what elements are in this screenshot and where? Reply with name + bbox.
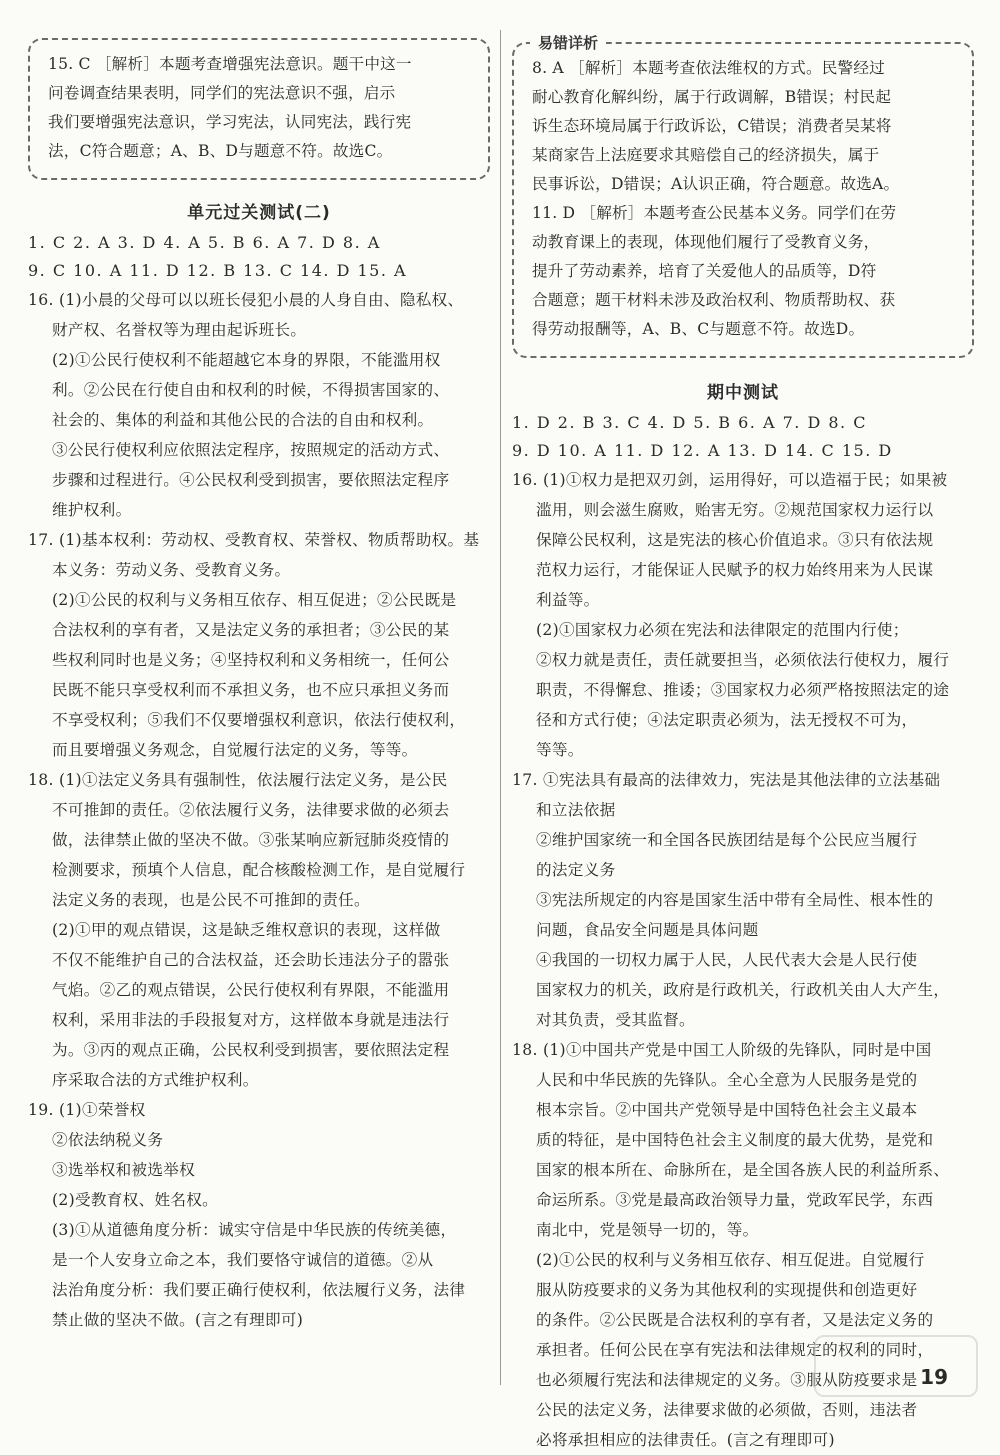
answer-line: ④我国的一切权力属于人民，人民代表大会是人民行使: [536, 951, 918, 969]
answer-line: 南北中，党是领导一切的，等。: [536, 1221, 759, 1239]
analysis-line: 法，C符合题意；A、B、D与题意不符。故选C。: [48, 142, 393, 160]
analysis-box-15: [28, 38, 490, 180]
answer-line: 径和方式行使；④法定职责必须为，法无授权不可为，: [536, 711, 918, 729]
answer-line: 的条件。②公民既是合法权利的享有者，又是法定义务的: [536, 1311, 934, 1329]
analysis-line: 提升了劳动素养，培育了关爱他人的品质等，D符: [532, 262, 877, 280]
question-16: [28, 285, 490, 525]
answer-line: ③公民行使权利应依照法定程序，按照规定的活动方式、: [52, 441, 450, 459]
answer-line: 禁止做的坚决不做。(言之有理即可): [52, 1311, 304, 1329]
answer-row: 1. D 2. B 3. C 4. D 5. B 6. A 7. D 8. C: [512, 413, 867, 432]
answer-line: 气焰。②乙的观点错误，公民行使权利有界限，不能滥用: [52, 981, 450, 999]
answer-row: 1. C 2. A 3. D 4. A 5. B 6. A 7. D 8. A: [28, 233, 381, 252]
answer-line: 不仅不能维护自己的合法权益，还会助长违法分子的嚣张: [52, 951, 450, 969]
answer-line: 序采取合法的方式维护权利。: [52, 1071, 259, 1089]
answer-line: 18. (1)①中国共产党是中国工人阶级的先锋队，同时是中国: [512, 1041, 932, 1059]
question-19: [28, 1095, 490, 1335]
answer-line: 范权力运行，才能保证人民赋予的权力始终用来为人民谋: [536, 561, 934, 579]
left-column: [28, 0, 490, 1335]
answer-line: 17. (1)基本权利：劳动权、受教育权、荣誉权、物质帮助权。基: [28, 531, 480, 549]
question-16: [512, 465, 974, 765]
analysis-line: 11. D ［解析］本题考查公民基本义务。同学们在劳: [532, 204, 897, 222]
analysis-line: 某商家告上法庭要求其赔偿自己的经济损失，属于: [532, 146, 880, 164]
answer-row: 9. C 10. A 11. D 12. B 13. C 14. D 15. A: [28, 261, 408, 280]
answer-line: 利。②公民在行使自由和权利的时候，不得损害国家的、: [52, 381, 450, 399]
answer-line: 不享受权利；⑤我们不仅要增强权利意识，依法行使权利，: [52, 711, 466, 729]
answer-line: 些权利同时也是义务；④坚持权利和义务相统一，任何公: [52, 651, 450, 669]
answer-line: 根本宗旨。②中国共产党领导是中国特色社会主义最本: [536, 1101, 918, 1119]
answer-line: 不可推卸的责任。②依法履行义务，法律要求做的必须去: [52, 801, 450, 819]
answer-line: 16. (1)①权力是把双刃剑，运用得好，可以造福于民；如果被: [512, 471, 948, 489]
analysis-line: 耐心教育化解纠纷，属于行政调解，B错误；村民起: [532, 88, 892, 106]
answer-line: 财产权、名誉权等为理由起诉班长。: [52, 321, 307, 339]
answer-line: 社会的、集体的利益和其他公民的合法的自由和权利。: [52, 411, 434, 429]
answer-line: 维护权利。: [52, 501, 132, 519]
answer-line: 利益等。: [536, 591, 600, 609]
answer-line: 19. (1)①荣誉权: [28, 1101, 146, 1119]
answer-line: 滥用，则会滋生腐败，贻害无穷。②规范国家权力运行以: [536, 501, 934, 519]
answer-line: ②权力就是责任，责任就要担当，必须依法行使权力，履行: [536, 651, 950, 669]
answer-line: 的法定义务: [536, 861, 616, 879]
answer-line: 质的特征，是中国特色社会主义制度的最大优势，是党和: [536, 1131, 934, 1149]
watermark-logo: [814, 1335, 978, 1397]
section-title-unit-test-2: 单元过关测试(二): [187, 203, 331, 223]
answer-line: 18. (1)①法定义务具有强制性，依法履行法定义务，是公民: [28, 771, 448, 789]
answer-line: (3)①从道德角度分析：诚实守信是中华民族的传统美德，: [52, 1221, 457, 1239]
answer-line: ③宪法所规定的内容是国家生活中带有全局性、根本性的: [536, 891, 934, 909]
answer-line: 为。③丙的观点正确，公民权利受到损害，要依照法定程: [52, 1041, 450, 1059]
answer-line: 17. ①宪法具有最高的法律效力，宪法是其他法律的立法基础: [512, 771, 941, 789]
answer-line: 国家权力的机关，政府是行政机关，行政机关由人大产生，: [536, 981, 950, 999]
answer-line: 而且要增强义务观念，自觉履行法定的义务，等等。: [52, 741, 418, 759]
answer-line: ②维护国家统一和全国各民族团结是每个公民应当履行: [536, 831, 918, 849]
answer-line: 做，法律禁止做的坚决不做。③张某响应新冠肺炎疫情的: [52, 831, 450, 849]
question-18: [28, 765, 490, 1095]
answer-line: 步骤和过程进行。④公民权利受到损害，要依照法定程序: [52, 471, 450, 489]
answer-line: 法定义务的表现，也是公民不可推卸的责任。: [52, 891, 370, 909]
answer-line: 国家的根本所在、命脉所在，是全国各族人民的利益所系、: [536, 1161, 950, 1179]
answer-line: 16. (1)小晨的父母可以以班长侵犯小晨的人身自由、隐私权、: [28, 291, 464, 309]
answer-line: 和立法依据: [536, 801, 616, 819]
analysis-line: 我们要增强宪法意识，学习宪法，认同宪法，践行宪: [48, 113, 412, 131]
analysis-text: [48, 50, 474, 166]
answer-line: 职责，不得懈怠、推诿；③国家权力必须严格按照法定的途: [536, 681, 950, 699]
analysis-line: 15. C ［解析］本题考查增强宪法意识。题干中这一: [48, 55, 412, 73]
answer-line: 也必须履行宪法和法律规定的义务。③服从防疫要求是: [536, 1371, 918, 1389]
answer-line: (2)①甲的观点错误，这是缺乏维权意识的表现，这样做: [52, 921, 441, 939]
answer-line: 合法权利的享有者，又是法定义务的承担者；③公民的某: [52, 621, 450, 639]
answer-line: 对其负责，受其监督。: [536, 1011, 695, 1029]
answer-line: 本义务：劳动义务、受教育义务。: [52, 561, 291, 579]
error-analysis-tag: 易错详析: [530, 32, 606, 53]
answer-line: 法治角度分析：我们要正确行使权利，依法履行义务，法律: [52, 1281, 466, 1299]
answer-line: 民既不能只享受权利而不承担义务，也不应只承担义务而: [52, 681, 450, 699]
answer-line: 命运所系。③党是最高政治领导力量，党政军民学，东西: [536, 1191, 934, 1209]
page-number: 19: [920, 1365, 948, 1389]
analysis-line: 合题意；题干材料未涉及政治权利、物质帮助权、获: [532, 291, 896, 309]
answer-line: 是一个人安身立命之本，我们要恪守诚信的道德。②从: [52, 1251, 434, 1269]
analysis-line: 动教育课上的表现，体现他们履行了受教育义务，: [532, 233, 880, 251]
answer-line: 权利，采用非法的手段报复对方，这样做本身就是违法行: [52, 1011, 450, 1029]
error-analysis-box: [512, 34, 974, 358]
answer-line: 服从防疫要求的义务为其他权利的实现提供和创造更好: [536, 1281, 918, 1299]
answer-line: 承担者。任何公民在享有宪法和法律规定的权利的同时，: [536, 1341, 934, 1359]
answer-line: 必将承担相应的法律责任。(言之有理即可): [536, 1431, 835, 1449]
answer-line: ②依法纳税义务: [52, 1131, 164, 1149]
column-divider: [500, 30, 501, 1385]
analysis-line: 8. A ［解析］本题考查依法维权的方式。民警经过: [532, 59, 885, 77]
analysis-line: 诉生态环境局属于行政诉讼，C错误；消费者吴某将: [532, 117, 892, 135]
answer-line: (2)①国家权力必须在宪法和法律限定的范围内行使；: [536, 621, 909, 639]
answer-line: 等等。: [536, 741, 584, 759]
answer-line: (2)受教育权、姓名权。: [52, 1191, 219, 1209]
answer-row: 9. D 10. A 11. D 12. A 13. D 14. C 15. D: [512, 441, 893, 460]
answer-line: 人民和中华民族的先锋队。全心全意为人民服务是党的: [536, 1071, 918, 1089]
choice-answers: [512, 409, 974, 465]
answer-line: 保障公民权利，这是宪法的核心价值追求。③只有依法规: [536, 531, 934, 549]
answer-line: (2)①公民的权利与义务相互依存、相互促进。自觉履行: [536, 1251, 925, 1269]
answer-line: 问题，食品安全问题是具体问题: [536, 921, 759, 939]
analysis-text: [532, 54, 958, 344]
question-17: [28, 525, 490, 765]
right-column: [512, 0, 974, 1455]
section-title-midterm: 期中测试: [707, 383, 779, 403]
answer-line: 检测要求，预填个人信息，配合核酸检测工作，是自觉履行: [52, 861, 466, 879]
analysis-line: 问卷调查结果表明，同学们的宪法意识不强，启示: [48, 84, 396, 102]
answer-line: 公民的法定义务，法律要求做的必须做，否则，违法者: [536, 1401, 918, 1419]
question-17: [512, 765, 974, 1035]
answer-line: (2)①公民的权利与义务相互依存、相互促进；②公民既是: [52, 591, 457, 609]
analysis-line: 得劳动报酬等，A、B、C与题意不符。故选D。: [532, 320, 865, 338]
analysis-line: 民事诉讼，D错误；A认识正确，符合题意。故选A。: [532, 175, 900, 193]
answer-line: (2)①公民行使权利不能超越它本身的界限，不能滥用权: [52, 351, 441, 369]
choice-answers: [28, 229, 490, 285]
answer-line: ③选举权和被选举权: [52, 1161, 196, 1179]
